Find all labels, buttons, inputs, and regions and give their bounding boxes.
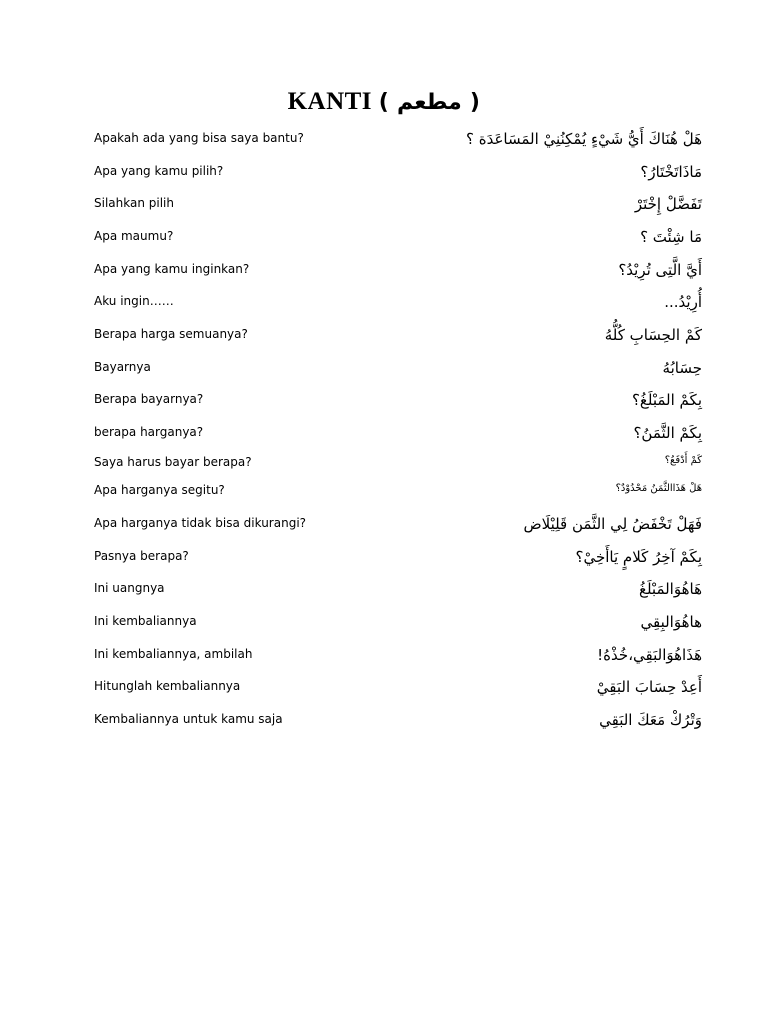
arabic-text: فَهَلْ تَخْفَضُ لِي الثَّمَن قَلِيْلَاض <box>523 515 702 533</box>
phrase-row <box>94 711 702 737</box>
arabic-text: هَذَاهُوَالبَقِي،خُذْهُ! <box>597 646 702 664</box>
phrase-row <box>94 678 702 704</box>
arabic-text: هاهُوَالبِقِي <box>640 613 702 631</box>
indonesian-text: Ini uangnya <box>94 581 165 595</box>
indonesian-text: Berapa harga semuanya? <box>94 327 248 341</box>
indonesian-text: Apa harganya segitu? <box>94 483 225 497</box>
indonesian-text: Bayarnya <box>94 360 151 374</box>
phrase-row <box>94 130 702 156</box>
phrase-row <box>94 163 702 189</box>
arabic-text: مَا شِئْتَ ؟ <box>640 228 702 246</box>
arabic-text: كَمْ الحِسَابِ كُلُّهُ <box>604 326 702 344</box>
phrase-row <box>94 228 702 254</box>
arabic-text: بِكَمْ المَبْلَغُ؟ <box>631 391 702 409</box>
indonesian-text: Apa maumu? <box>94 229 174 243</box>
indonesian-text: Aku ingin…… <box>94 294 174 308</box>
indonesian-text: Berapa bayarnya? <box>94 392 204 406</box>
indonesian-text: Kembaliannya untuk kamu saja <box>94 712 283 726</box>
indonesian-text: Pasnya berapa? <box>94 549 189 563</box>
indonesian-text: Ini kembaliannya, ambilah <box>94 647 253 661</box>
phrase-row <box>94 391 702 417</box>
phrase-row <box>94 515 702 541</box>
indonesian-text: Silahkan pilih <box>94 196 174 210</box>
arabic-text: بِكَمْ آخِرُ كَلامٍ يَاأَخِيْ؟ <box>575 548 702 566</box>
page-title <box>0 86 768 119</box>
arabic-text: مَاذَاتَخْتَارُ؟ <box>640 163 702 181</box>
phrase-row <box>94 580 702 606</box>
arabic-text: حِسَابُهُ <box>662 359 702 377</box>
arabic-text: هَلْ هُنَاكَ أَيُّ شَيْءٍ يُمْكِنُنِيْ المَسَاعَدَة ؟ <box>466 130 702 148</box>
arabic-text: أَيَّ الَّتِى تُرِيْدُ؟ <box>618 261 702 279</box>
arabic-text: أَعِدْ حِسَابَ البَقِيْ <box>596 678 702 696</box>
phrase-row <box>94 482 702 508</box>
indonesian-text: berapa harganya? <box>94 425 204 439</box>
indonesian-text: Apakah ada yang bisa saya bantu? <box>94 131 304 145</box>
phrase-row <box>94 293 702 319</box>
arabic-text: هَلْ هَذَاالثَّمَنُ مَحْدُوْدٌ؟ <box>615 483 702 494</box>
title-arabic: ( مطعم ) <box>378 90 481 115</box>
phrase-row <box>94 646 702 672</box>
phrase-row <box>94 326 702 352</box>
arabic-text: هَاهُوَالمَبْلَغُ <box>638 580 702 598</box>
phrase-row <box>94 261 702 287</box>
arabic-text: وَتْرُكْ مَعَكَ البَقِي <box>599 711 702 729</box>
arabic-text: كَمْ أَدْفَعُ؟ <box>664 455 702 466</box>
phrase-row <box>94 613 702 639</box>
indonesian-text: Apa harganya tidak bisa dikurangi? <box>94 516 307 530</box>
arabic-text: بِكَمْ الثَّمَنُ؟ <box>633 424 702 442</box>
indonesian-text: Apa yang kamu pilih? <box>94 164 224 178</box>
indonesian-text: Saya harus bayar berapa? <box>94 455 252 469</box>
phrase-row <box>94 454 702 480</box>
indonesian-text: Hitunglah kembaliannya <box>94 679 241 693</box>
arabic-text: تَفَضَّلْ إِخْتَرْ <box>634 195 702 213</box>
phrase-row <box>94 195 702 221</box>
phrase-row <box>94 359 702 385</box>
title-latin: KANTI <box>287 88 373 115</box>
phrase-row <box>94 424 702 450</box>
phrase-row <box>94 548 702 574</box>
indonesian-text: Ini kembaliannya <box>94 614 197 628</box>
indonesian-text: Apa yang kamu inginkan? <box>94 262 250 276</box>
arabic-text: أُرِيْدُ... <box>664 293 702 311</box>
